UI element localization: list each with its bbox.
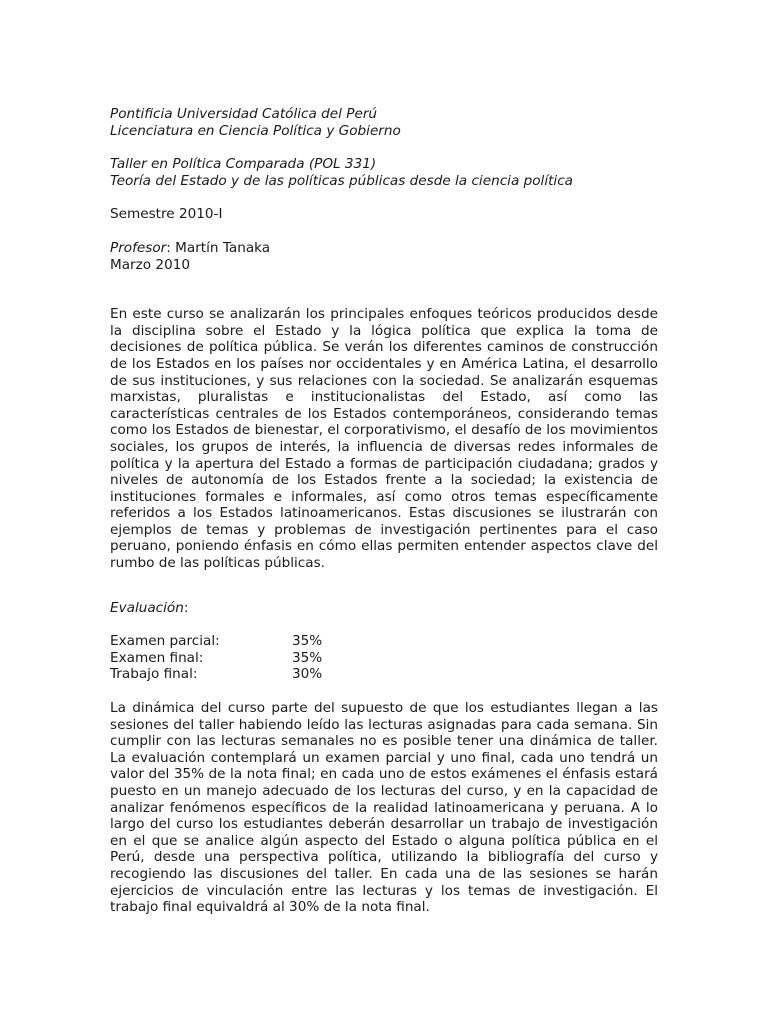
spacer bbox=[110, 139, 658, 156]
professor-separator: : bbox=[166, 239, 176, 256]
document-page bbox=[110, 106, 658, 916]
evaluation-item-value: 35% bbox=[292, 633, 323, 650]
evaluation-item bbox=[110, 650, 658, 667]
course-subtitle: Teoría del Estado y de las políticas públicas desde la ciencia política bbox=[110, 172, 574, 189]
evaluation-list bbox=[110, 633, 658, 683]
evaluation-item-label: Examen final: bbox=[110, 649, 204, 666]
university-name: Pontificia Universidad Católica del Perú bbox=[110, 106, 378, 122]
spacer bbox=[110, 616, 658, 633]
professor-label: Profesor bbox=[110, 239, 167, 256]
course-title: Taller en Política Comparada (POL 331) bbox=[110, 156, 377, 173]
evaluation-heading-line bbox=[110, 600, 658, 617]
course-description: En este curso se analizarán los principales enfoques teóricos producidos desde la disciplina sobre el Estado y la lógica política que explica la toma de decisiones de política pública. Se verán los diferentes caminos de construcción de los Estados en los países nor occidentales y en América Latina, el desarrollo de sus instituciones, y sus relaciones con la sociedad. Se analizarán esquemas marxistas, pluralistas e institucionalistas del Estado, así como las características centrales de los Estados contemporáneos, considerando temas como los Estados de bienestar, el corporativismo, el desafío de los movimientos sociales, los grupos de interés, la influencia de diversas redes informales de política y la apertura del Estado a formas de participación ciudadana; grados y niveles de autonomía de los Estados frente a la sociedad; la existencia de instituciones formales e informales, así como otros temas específicamente referidos a los Estados latinoamericanos. Estas discusiones se ilustrarán con ejemplos de temas y problemas de investigación pertinentes para el caso peruano, poniendo énfasis en cómo ellas permiten entender aspectos clave del rumbo de las políticas públicas. bbox=[110, 306, 658, 572]
spacer bbox=[110, 683, 658, 700]
program-name: Licenciatura en Ciencia Política y Gobierno bbox=[110, 122, 401, 139]
spacer bbox=[110, 273, 658, 306]
document-date: Marzo 2010 bbox=[110, 256, 191, 273]
professor-name: Martín Tanaka bbox=[175, 239, 271, 256]
evaluation-item bbox=[110, 633, 658, 650]
spacer bbox=[110, 189, 658, 206]
evaluation-item-value: 35% bbox=[292, 649, 323, 666]
evaluation-heading-suffix: : bbox=[183, 599, 189, 616]
evaluation-item-label: Examen parcial: bbox=[110, 633, 220, 650]
evaluation-heading: Evaluación bbox=[110, 599, 184, 616]
evaluation-item-label: Trabajo final: bbox=[110, 666, 198, 683]
evaluation-item-value: 30% bbox=[292, 666, 323, 683]
semester: Semestre 2010-I bbox=[110, 206, 223, 223]
professor-line bbox=[110, 240, 658, 257]
evaluation-item bbox=[110, 666, 658, 683]
spacer bbox=[110, 223, 658, 240]
spacer bbox=[110, 572, 658, 600]
course-dynamics: La dinámica del curso parte del supuesto de que los estudiantes llegan a las sesiones del taller habiendo leído las lecturas asignadas para cada semana. Sin cumplir con las lecturas semanales no es posible tener una dinámica de taller. La evaluación contemplará un examen parcial y uno final, cada uno tendrá un valor del 35% de la nota final; en cada uno de estos exámenes el énfasis estará puesto en un manejo adecuado de los lecturas del curso, y en la capacidad de analizar fenómenos específicos de la realidad latinoamericana y peruana. A lo largo del curso los estudiantes deberán desarrollar un trabajo de investigación en el que se analice algún aspecto del Estado o alguna política pública en el Perú, desde una perspectiva política, utilizando la bibliografía del curso y recogiendo las discusiones del taller. En cada una de las sesiones se harán ejercicios de vinculación entre las lecturas y los temas de investigación. El trabajo final equivaldrá al 30% de la nota final. bbox=[110, 700, 658, 916]
